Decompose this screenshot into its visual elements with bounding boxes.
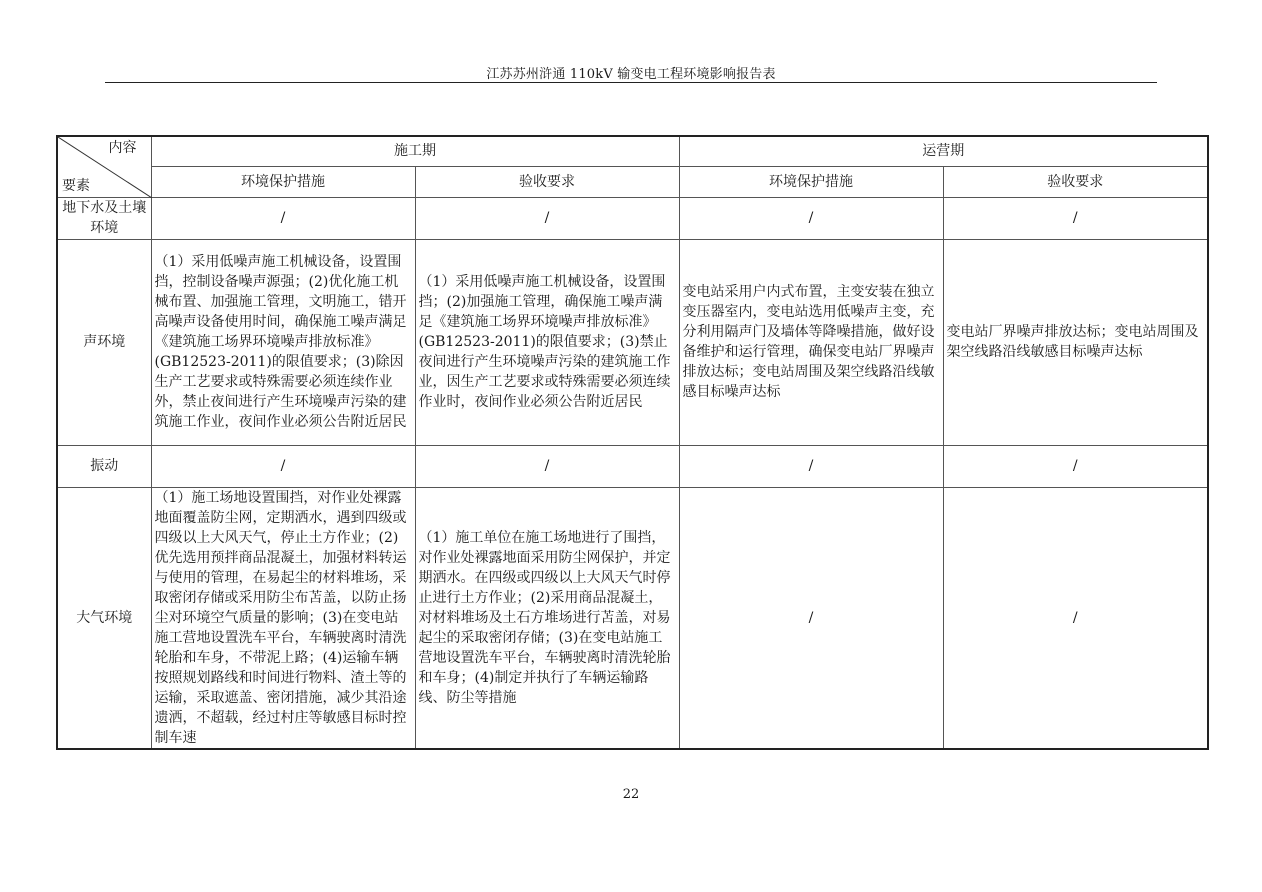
cell-construction-measures: / <box>151 197 415 239</box>
table-row <box>57 239 1208 445</box>
header-divider <box>105 82 1157 83</box>
header-construction-phase: 施工期 <box>151 136 679 166</box>
page-number: 22 <box>622 787 640 802</box>
diagonal-corner-cell <box>57 136 151 197</box>
row-element-label: 大气环境 <box>57 487 151 749</box>
cell-construction-acceptance: （1）采用低噪声施工机械设备，设置围挡；(2)加强施工管理，确保施工噪声满足《建筑施工场界环境噪声排放标准》(GB12523-2011)的限值要求；(3)禁止夜间进行产生环境噪声污染的建筑施工作业，因生产工艺要求或特殊需要必须连续作业时，夜间作业必须公告附近居民 <box>415 239 679 445</box>
header-construction-measures: 环境保护措施 <box>151 166 415 197</box>
table-header-row-phases <box>57 136 1208 166</box>
document-header-title: 江苏苏州浒通 110kV 输变电工程环境影响报告表 <box>486 67 776 82</box>
header-construction-acceptance: 验收要求 <box>415 166 679 197</box>
table-row <box>57 487 1208 749</box>
header-operation-measures: 环境保护措施 <box>679 166 943 197</box>
cell-operation-measures: / <box>679 197 943 239</box>
cell-operation-acceptance: / <box>943 197 1208 239</box>
table-row <box>57 445 1208 487</box>
cell-construction-acceptance: / <box>415 197 679 239</box>
environmental-measures-table <box>56 135 1209 750</box>
corner-label-content: 内容 <box>108 140 137 156</box>
cell-operation-acceptance: 变电站厂界噪声排放达标；变电站周围及架空线路沿线敏感目标噪声达标 <box>943 239 1208 445</box>
cell-construction-measures: （1）施工场地设置围挡，对作业处裸露地面覆盖防尘网，定期洒水，遇到四级或四级以上大风天气，停止土方作业；(2)优先选用预拌商品混凝土，加强材料转运与使用的管理，在易起尘的材料堆场，采取密闭存储或采用防尘布苫盖，以防止扬尘对环境空气质量的影响；(3)在变电站施工营地设置洗车平台，车辆驶离时清洗轮胎和车身，不带泥上路；(4)运输车辆按照规划路线和时间进行物料、渣土等的运输，采取遮盖、密闭措施，减少其沿途遗洒，不超载，经过村庄等敏感目标时控制车速 <box>151 487 415 749</box>
cell-operation-acceptance: / <box>943 445 1208 487</box>
table-header-row-columns <box>57 166 1208 197</box>
cell-operation-measures: / <box>679 487 943 749</box>
row-element-label: 声环境 <box>57 239 151 445</box>
cell-operation-acceptance: / <box>943 487 1208 749</box>
cell-construction-measures: （1）采用低噪声施工机械设备，设置围挡，控制设备噪声源强；(2)优化施工机械布置、加强施工管理，文明施工，错开高噪声设备使用时间，确保施工噪声满足《建筑施工场界环境噪声排放标准》(GB12523-2011)的限值要求；(3)除因生产工艺要求或特殊需要必须连续作业外，禁止夜间进行产生环境噪声污染的建筑施工作业，夜间作业必须公告附近居民 <box>151 239 415 445</box>
cell-operation-measures: 变电站采用户内式布置，主变安装在独立变压器室内，变电站选用低噪声主变，充分利用隔声门及墙体等降噪措施，做好设备维护和运行管理，确保变电站厂界噪声排放达标；变电站周围及架空线路沿线敏感目标噪声达标 <box>679 239 943 445</box>
cell-construction-acceptance: / <box>415 445 679 487</box>
cell-operation-measures: / <box>679 445 943 487</box>
header-operation-phase: 运营期 <box>679 136 1208 166</box>
cell-construction-acceptance: （1）施工单位在施工场地进行了围挡，对作业处裸露地面采用防尘网保护，并定期洒水。在四级或四级以上大风天气时停止进行土方作业；(2)采用商品混凝土，对材料堆场及土石方堆场进行苫盖，对易起尘的采取密闭存储；(3)在变电站施工营地设置洗车平台，车辆驶离时清洗轮胎和车身；(4)制定并执行了车辆运输路线、防尘等措施 <box>415 487 679 749</box>
row-element-label: 振动 <box>57 445 151 487</box>
header-operation-acceptance: 验收要求 <box>943 166 1208 197</box>
corner-label-element: 要素 <box>62 177 90 194</box>
row-element-label: 地下水及土壤环境 <box>57 197 151 239</box>
table-row <box>57 197 1208 239</box>
cell-construction-measures: / <box>151 445 415 487</box>
